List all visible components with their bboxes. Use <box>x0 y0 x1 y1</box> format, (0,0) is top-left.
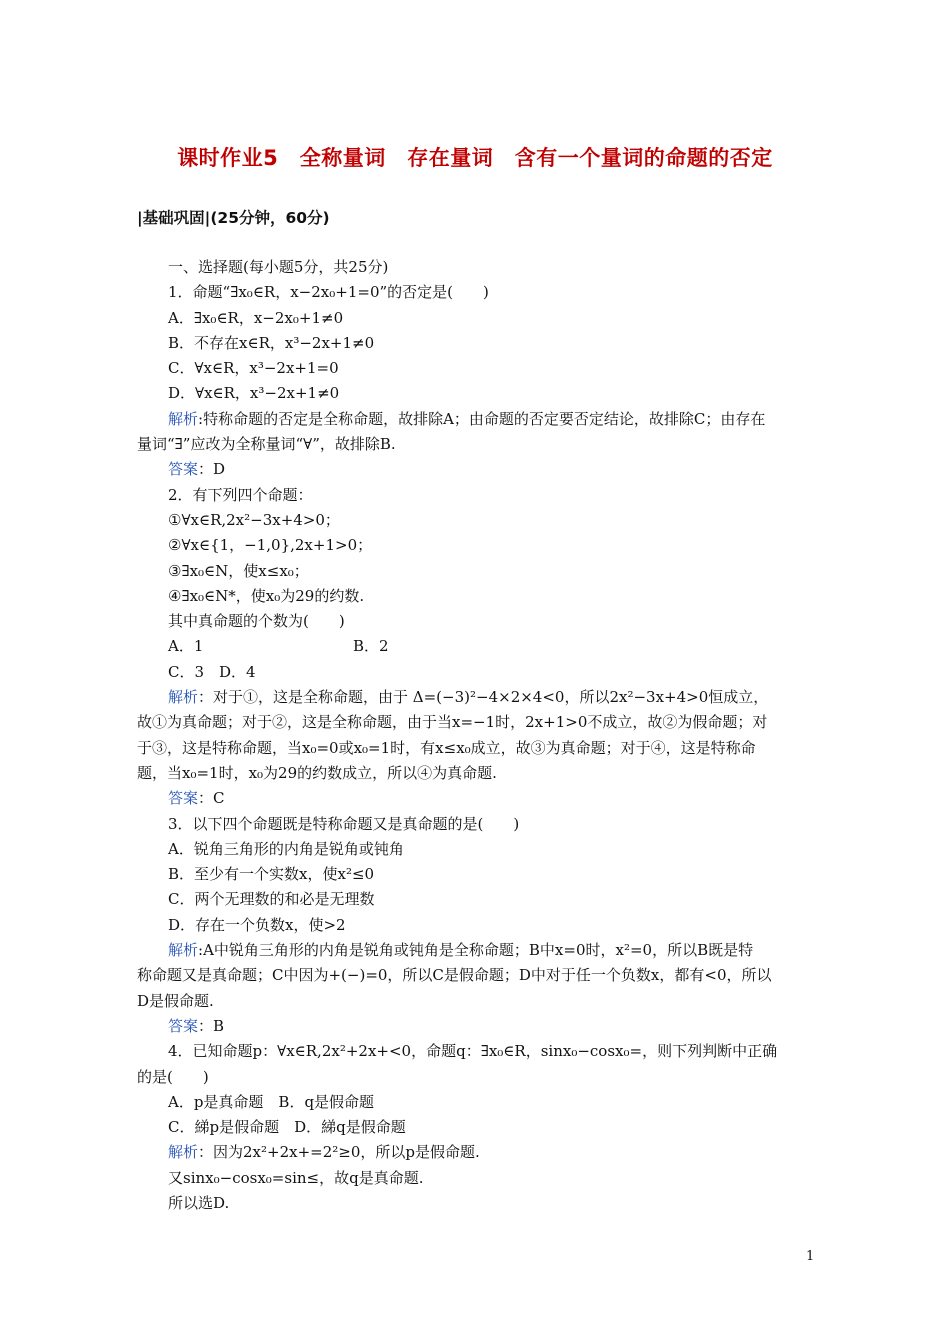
option-a: A．1 <box>168 637 204 656</box>
analysis-label: 解析 <box>168 1143 199 1162</box>
text-line: 题，当x₀=1时，x₀为29的约数成立，所以④为真命题. <box>137 763 497 782</box>
text-line: 量词“∃”应改为全称量词“∀”，故排除B. <box>137 435 396 454</box>
analysis-line <box>137 1140 817 1165</box>
text-line: 所以选D. <box>168 1193 230 1212</box>
analysis-text: ：因为2x²+2x+=2²≥0，所以p是假命题. <box>198 1143 480 1162</box>
statement-3: ③∃x₀∈N，使x≤x₀； <box>168 561 309 580</box>
analysis-label: 解析 <box>168 941 199 960</box>
answer-text: ：B <box>198 1016 225 1035</box>
analysis-text: :A中锐角三角形的内角是锐角或钝角是全称命题；B中x=0时，x²=0，所以B既是特 <box>198 941 754 960</box>
statement-2: ②∀x∈{1，−1,0},2x+1>0； <box>168 536 373 555</box>
answer-label: 答案 <box>168 789 199 808</box>
option-a: A．锐角三角形的内角是锐角或钝角 <box>168 839 404 858</box>
page-title: 课时作业5 全称量词 存在量词 含有一个量词的命题的否定 <box>177 146 773 170</box>
text-line: 称命题又是真命题；C中因为+(−)=0，所以C是假命题；D中对于任一个负数x，都有<0，所以 <box>137 966 772 985</box>
options-row: C．綈p是假命题 D．綈q是假命题 <box>168 1118 406 1137</box>
option-b: B．至少有一个实数x，使x²≤0 <box>168 865 375 884</box>
answer-line <box>137 786 817 811</box>
answer-label: 答案 <box>168 1016 199 1035</box>
question-prompt: 其中真命题的个数为( ) <box>168 612 345 631</box>
analysis-label: 解析 <box>168 688 199 707</box>
analysis-label: 解析 <box>168 409 199 428</box>
question-1: 1．命题“∃x₀∈R，x−2x₀+1=0”的否定是( ) <box>168 283 489 302</box>
options-row <box>137 634 817 659</box>
analysis-text: ：对于①，这是全称命题，由于 Δ=(−3)²−4×2×4<0，所以2x²−3x+4>0恒成立， <box>198 688 769 707</box>
option-c: C．∀x∈R，x³−2x+1=0 <box>168 359 339 378</box>
option-d: D．∀x∈R，x³−2x+1≠0 <box>168 384 340 403</box>
option-b: B．2 <box>353 637 389 656</box>
text-line: 的是( ) <box>137 1067 209 1086</box>
options-row: A．p是真命题 B．q是假命题 <box>168 1092 375 1111</box>
option-d: D．存在一个负数x，使>2 <box>168 915 346 934</box>
answer-text: ：D <box>198 460 226 479</box>
text-line: 一、选择题(每小题5分，共25分) <box>168 258 389 276</box>
page-number: 1 <box>806 1249 815 1264</box>
text-line: 于③，这是特称命题，当x₀=0或x₀=1时，有x≤x₀成立，故③为真命题；对于④，这是特称命 <box>137 738 756 757</box>
analysis-line <box>137 938 817 963</box>
text-line: 故①为真命题；对于②，这是全称命题，由于当x=−1时，2x+1>0不成立，故②为假命题；对 <box>137 713 768 732</box>
text-line: 又sinx₀−cosx₀=sin≤，故q是真命题. <box>168 1168 424 1187</box>
question-3: 3．以下四个命题既是特称命题又是真命题的是( ) <box>168 814 520 833</box>
option-b: B．不存在x∈R，x³−2x+1≠0 <box>168 333 375 352</box>
answer-line <box>137 1014 817 1039</box>
answer-line <box>137 457 817 482</box>
analysis-line <box>137 407 817 432</box>
option-c: C．两个无理数的和必是无理数 <box>168 890 375 909</box>
question-2: 2．有下列四个命题： <box>168 485 313 504</box>
document-body <box>137 255 817 1216</box>
analysis-line <box>137 685 817 710</box>
option-a: A．∃x₀∈R，x−2x₀+1≠0 <box>168 308 344 327</box>
question-4: 4．已知命题p：∀x∈R,2x²+2x+<0，命题q：∃x₀∈R，sinx₀−cosx₀=，则下列判断中正确 <box>168 1042 778 1061</box>
statement-1: ①∀x∈R,2x²−3x+4>0； <box>168 510 340 529</box>
section-heading: |基础巩固|(25分钟，60分) <box>137 209 330 227</box>
analysis-text: :特称命题的否定是全称命题，故排除A；由命题的否定要否定结论，故排除C；由存在 <box>198 409 766 428</box>
text-line: D是假命题. <box>137 991 214 1010</box>
answer-text: ：C <box>198 789 225 808</box>
statement-4: ④∃x₀∈N*，使x₀为29的约数. <box>168 586 365 605</box>
options-row: C．3 D．4 <box>168 662 256 681</box>
answer-label: 答案 <box>168 460 199 479</box>
